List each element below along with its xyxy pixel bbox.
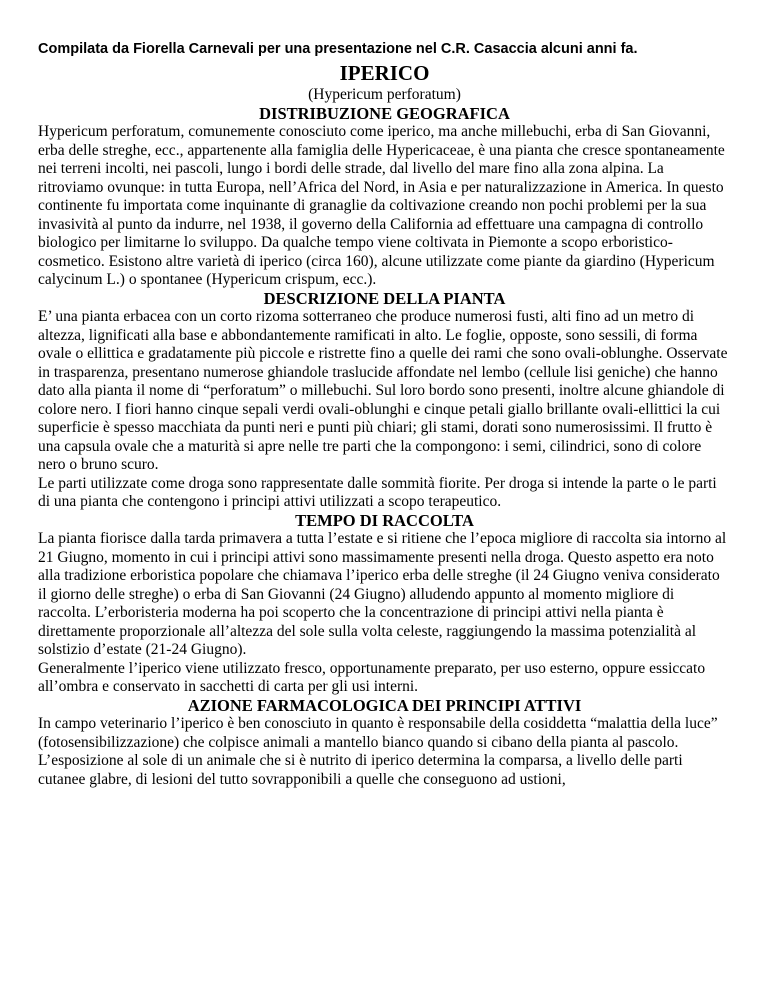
- paragraph-tempo-1: La pianta fiorisce dalla tarda primavera a tutta l’estate e si ritiene che l’epoca migliore di raccolta sia intorno al 21 Giugno, momento in cui i principi attivi sono massimamente presenti nella droga. Questo aspetto era noto alla tradizione erboristica popolare che chiamava l’iperico erba delle streghe (il 24 Giugno veniva considerato il giorno delle streghe) o erba di San Giovanni (24 Giugno) alludendo appunto al momento migliore di raccolta. L’erboristeria moderna ha poi scoperto che la concentrazione di principi attivi nella pianta è direttamente proporzionale all’altezza del sole sulla volta celeste, raggiungendo la massima potenzialità al solstizio d’estate (21-24 Giugno).: [38, 530, 727, 658]
- section-heading-tempo-di-raccolta: TEMPO DI RACCOLTA: [295, 510, 474, 530]
- botanical-name-subtitle: (Hypericum perforatum): [308, 86, 461, 103]
- paragraph-azione-1: In campo veterinario l’iperico è ben conosciuto in quanto è responsabile della cosiddetta “malattia della luce” (fotosensibilizzazione) che colpisce animali a mantello bianco quando si cibano della pianta al pascolo. L’esposizione al sole di un animale che si è nutrito di iperico determina la comparsa, a livello delle parti cutanee glabre, di lesioni del tutto sovrapponibili a quelle che conseguono ad ustioni,: [38, 715, 718, 788]
- paragraph-distribuzione-1: Hypericum perforatum, comunemente conosciuto come iperico, ma anche millebuchi, erba di San Giovanni, erba delle streghe, ecc., appartenente alla famiglia delle Hypericaceae, è una pianta che cresce spontaneamente nei terreni incolti, nei pascoli, lungo i bordi delle strade, dal livello del mare fino alla zona alpina. La ritroviamo ovunque: in tutta Europa, nell’Africa del Nord, in Asia e per naturalizzazione in America. In questo continente fu importata come inquinante di granaglie da coltivazione creando non pochi problemi per la sua invasività al punto da indurre, nel 1938, il governo della California ad effettuare una campagna di controllo biologico per limitarne lo sviluppo. Da qualche tempo viene coltivata in Piemonte a scopo erboristico-cosmetico. Esistono altre varietà di iperico (circa 160), alcune utilizzate come piante da giardino (Hypericum calycinum L.) o spontanee (Hypericum crispum, ecc.).: [38, 123, 725, 288]
- section-heading-descrizione-della-pianta: DESCRIZIONE DELLA PIANTA: [263, 288, 506, 308]
- paragraph-tempo-2: Generalmente l’iperico viene utilizzato fresco, opportunamente preparato, per uso esterno, oppure essiccato all’ombra e conservato in sacchetti di carta per gli usi interni.: [38, 659, 706, 695]
- paragraph-descrizione-1: E’ una pianta erbacea con un corto rizoma sotterraneo che produce numerosi fusti, alti fino ad un metro di altezza, lignificati alla base e abbondantemente ramificati in alto. Le foglie, opposte, sono sessili, di forma ovale o ellittica e gradatamente più piccole e ristrette fino a quelle dei rami che sono ovali-oblunghe. Osservate in trasparenza, presentano numerose ghiandole traslucide affondate nel lembo (cellule lisi geniche) che hanno dato alla pianta il nome di “perforatum” o millebuchi. Sul loro bordo sono presenti, inoltre alcune ghiandole di colore nero. I fiori hanno cinque sepali verdi ovali-oblunghi e cinque petali giallo brillante ovali-ellittici la cui superficie è spesso macchiata da punti neri e punti più chiari; gli stami, dorati sono numerosissimi. Il frutto è una capsula ovale che a maturità si apre nelle tre parti che la compongono: i semi, cilindrici, sono di colore nero o bruno scuro.: [38, 308, 728, 473]
- document-title: IPERICO: [339, 61, 430, 85]
- compiler-note: Compilata da Fiorella Carnevali per una presentazione nel C.R. Casaccia alcuni anni fa.: [38, 41, 638, 57]
- paragraph-descrizione-2: Le parti utilizzate come droga sono rappresentate dalle sommità fiorite. Per droga si intende la parte o le parti di una pianta che contengono i principi attivi utilizzati a scopo terapeutico.: [38, 474, 717, 510]
- section-heading-azione-farmacologica: AZIONE FARMACOLOGICA DEI PRINCIPI ATTIVI: [187, 695, 582, 715]
- section-heading-distribuzione-geografica: DISTRIBUZIONE GEOGRAFICA: [259, 103, 510, 123]
